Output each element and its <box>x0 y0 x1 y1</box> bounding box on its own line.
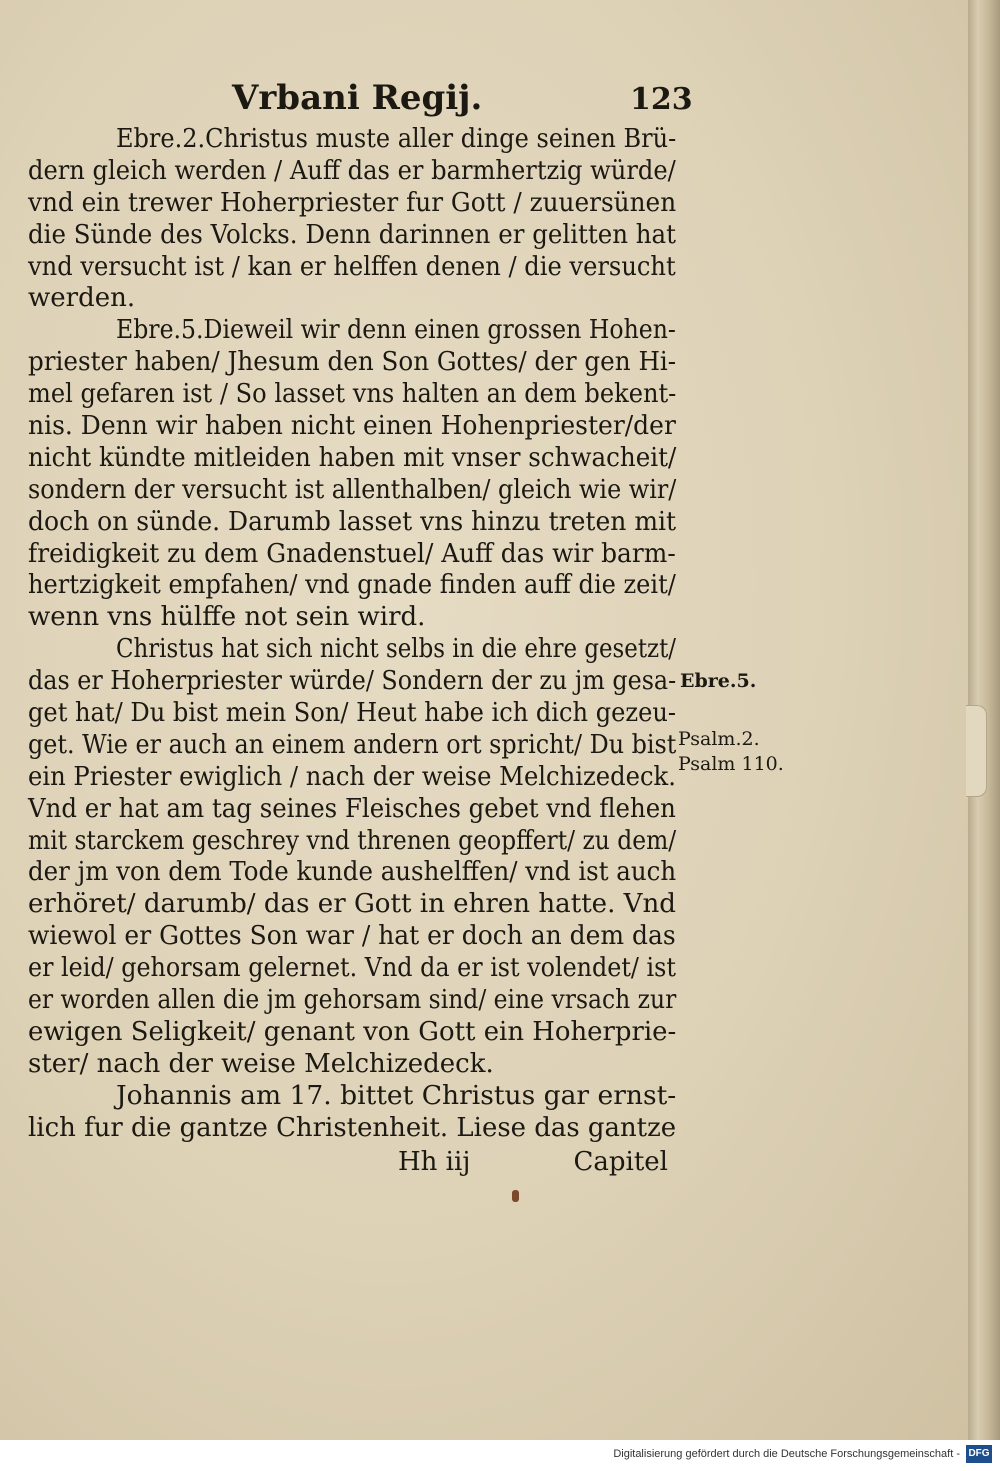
text-line: die Sünde des Volcks. Denn darinnen er gelitten hat <box>28 219 676 250</box>
page-tab <box>966 705 987 797</box>
text-line: get. Wie er auch an einem andern ort spricht/ Du bist <box>28 729 677 760</box>
text-line: Johannis am 17. bittet Christus gar ernst- <box>116 1080 677 1111</box>
text-line: mit starckem geschrey vnd threnen geopffert/ zu dem/ <box>28 825 677 856</box>
margin-note: Psalm 110. <box>678 753 784 775</box>
catchword: Capitel <box>573 1147 668 1177</box>
text-line: priester haben/ Jhesum den Son Gottes/ der gen Hi- <box>28 347 677 378</box>
margin-note: Psalm.2. <box>678 728 760 750</box>
text-line: vnd versucht ist / kan er helffen denen / die versucht <box>28 251 676 282</box>
text-line: nis. Denn wir haben nicht einen Hohenpriester/der <box>28 411 676 442</box>
text-line: vnd ein trewer Hoherpriester fur Gott / zuuersünen <box>28 187 677 218</box>
signature-mark: Hh iij <box>398 1147 471 1177</box>
dfg-logo-icon: DFG <box>966 1445 992 1463</box>
text-line: lich fur die gantze Christenheit. Liese das gantze <box>28 1112 677 1143</box>
text-line: er worden allen die jm gehorsam sind/ eine vrsach zur <box>28 985 677 1016</box>
text-line: ewigen Seligkeit/ genant von Gott ein Hoherprie- <box>28 1016 677 1047</box>
running-head: Vrbani Regij. <box>232 78 483 118</box>
text-line: ein Priester ewiglich / nach der weise Melchizedeck. <box>28 761 676 792</box>
ink-stain <box>512 1190 519 1202</box>
text-line: erhöret/ darumb/ das er Gott in ehren hatte. Vnd <box>28 889 677 920</box>
text-line: der jm von dem Tode kunde aushelffen/ vnd ist auch <box>28 857 677 888</box>
text-line: das er Hoherpriester würde/ Sondern der zu jm gesa- <box>28 666 677 697</box>
text-line: nicht kündte mitleiden haben mit vnser schwacheit/ <box>28 442 677 473</box>
text-line: er leid/ gehorsam gelernet. Vnd da er ist volendet/ ist <box>28 953 676 984</box>
margin-note: Ebre.5. <box>680 670 757 692</box>
text-line: ster/ nach der weise Melchizedeck. <box>28 1048 494 1079</box>
text-line: werden. <box>28 283 136 314</box>
text-line: wenn vns hülffe not sein wird. <box>28 602 426 633</box>
text-line: Vnd er hat am tag seines Fleisches gebet vnd flehen <box>28 793 676 824</box>
text-line: Ebre.2.Christus muste aller dinge seinen Brü- <box>116 124 677 154</box>
text-line: hertzigkeit empfahen/ vnd gnade finden auff die zeit/ <box>28 570 676 601</box>
text-line: sondern der versucht ist allenthalben/ gleich wie wir/ <box>28 474 677 505</box>
signature-line <box>398 1146 668 1178</box>
text-line: freidigkeit zu dem Gnadenstuel/ Auff das wir barm- <box>28 538 676 569</box>
text-line: get hat/ Du bist mein Son/ Heut habe ich dich gezeu- <box>28 698 677 729</box>
footer-credit: Digitalisierung gefördert durch die Deutsche Forschungsgemeinschaft - <box>613 1448 960 1460</box>
page-number: 123 <box>630 82 693 117</box>
text-line: Christus hat sich nicht selbs in die ehre gesetzt/ <box>116 634 676 665</box>
text-line: wiewol er Gottes Son war / hat er doch an dem das <box>28 921 676 952</box>
text-line: mel gefaren ist / So lasset vns halten an dem bekent- <box>28 379 677 410</box>
text-line: dern gleich werden / Auff das er barmhertzig würde/ <box>28 155 676 186</box>
text-line: Ebre.5.Dieweil wir denn einen grossen Hohen- <box>116 315 676 346</box>
text-line: doch on sünde. Darumb lasset vns hinzu treten mit <box>28 506 677 537</box>
body-text <box>28 124 688 1145</box>
